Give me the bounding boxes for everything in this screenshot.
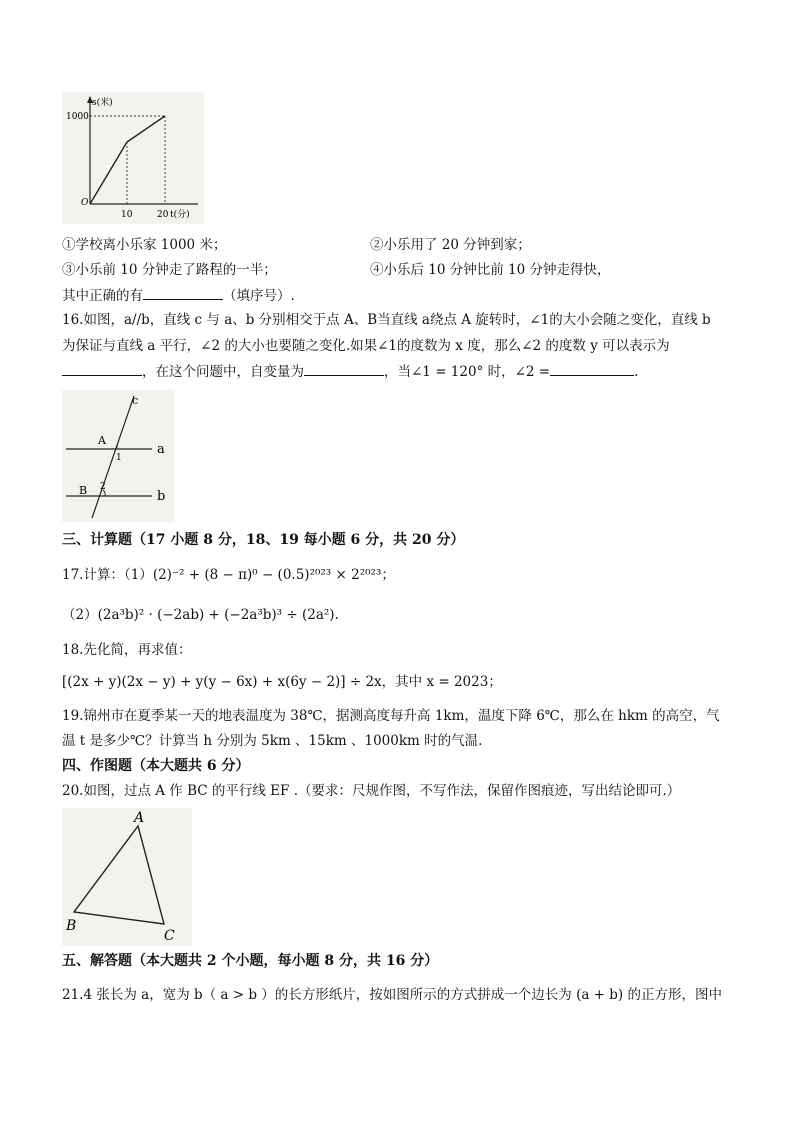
q17-expression-2: (2a³b)² · (−2ab) + (−2a³b)³ ÷ (2a²). xyxy=(97,607,339,623)
q17-label-2: （2） xyxy=(62,607,98,623)
label-point-B: B xyxy=(79,484,88,497)
q15-answer-prefix: 其中正确的有 xyxy=(62,288,143,304)
q18-expression: [(2x + y)(2x − y) + y(y − 6x) + x(6y − 2)] ÷ 2x，其中 x = 2023； xyxy=(62,674,502,690)
x-axis-label: t(分) xyxy=(170,210,190,220)
q15-answer-blank[interactable] xyxy=(143,285,223,300)
x-tick-10: 10 xyxy=(121,210,133,220)
q20-text: 20.如图，过点 A 作 BC 的平行线 EF .（要求：尺规作图，不写作法，保留作图痕迹，写出结论即可.） xyxy=(62,783,681,799)
label-angle-2: 2 xyxy=(100,482,106,492)
origin-label: O xyxy=(81,198,89,208)
figure-background xyxy=(62,808,192,946)
q16-blank-angle[interactable] xyxy=(550,361,634,376)
section-5-heading: 五、解答题（本大题共 2 个小题，每小题 8 分，共 16 分） xyxy=(62,953,439,969)
vertex-B: B xyxy=(66,918,77,934)
q17-part-2 xyxy=(62,605,339,625)
x-tick-20: 20 xyxy=(157,210,169,220)
parallel-lines-figure xyxy=(62,390,174,522)
q17-expression-1: (2)⁻² + (8 − π)⁰ − (0.5)²⁰²³ × 2²⁰²³； xyxy=(152,567,395,583)
q21-text: 21.4 张长为 a，宽为 b（ a > b ）的长方形纸片，按如图所示的方式拼成一个边长为 (a + b) 的正方形，图中 xyxy=(62,987,722,1003)
label-angle-1: 1 xyxy=(116,453,122,463)
q16-blank-expression[interactable] xyxy=(62,361,142,376)
q16-line-3 xyxy=(62,361,638,382)
q15-answer-line xyxy=(62,285,295,306)
q19-line-1: 19.锦州市在夏季某一天的地表温度为 38℃，据测高度每升高 1km，温度下降 6℃，那么在 hkm 的高空，气 xyxy=(62,708,720,724)
q15-option-4: ④小乐后 10 分钟比前 10 分钟走得快， xyxy=(370,262,611,278)
q18-intro: 18.先化简，再求值： xyxy=(62,642,192,658)
label-b: b xyxy=(157,489,166,504)
q17-label: 17.计算：（1） xyxy=(62,567,153,583)
distance-time-graph xyxy=(62,92,204,224)
q15-option-3: ③小乐前 10 分钟走了路程的一半； xyxy=(62,262,277,278)
q16-line-2: 为保证与直线 a 平行，∠2 的大小也要随之变化.如果∠1的度数为 x 度，那么∠2 的度数 y 可以表示为 xyxy=(62,338,670,354)
section-3-heading: 三、计算题（17 小题 8 分，18、19 每小题 6 分，共 20 分） xyxy=(62,532,465,548)
q16-line-1: 16.如图，a//b，直线 c 与 a、b 分别相交于点 A、B当直线 a绕点 A 旋转时，∠1的大小会随之变化，直线 b xyxy=(62,312,711,328)
q15-answer-suffix: （填序号）. xyxy=(223,288,295,304)
q15-option-2: ②小乐用了 20 分钟到家； xyxy=(370,237,531,253)
label-a: a xyxy=(157,442,165,457)
vertex-A: A xyxy=(134,810,145,826)
vertex-C: C xyxy=(164,928,175,944)
q16-line-3-end: . xyxy=(634,364,639,380)
q17-part-1 xyxy=(62,565,395,585)
q19-line-2: 温 t 是多少℃？计算当 h 分别为 5km 、15km 、1000km 时的气温. xyxy=(62,733,483,749)
q16-line-3a: ，在这个问题中，自变量为 xyxy=(142,364,304,380)
y-tick-1000: 1000 xyxy=(66,112,89,122)
label-point-A: A xyxy=(98,434,106,447)
label-c: c xyxy=(132,394,139,407)
y-axis-label: s(米) xyxy=(92,98,113,108)
triangle-figure xyxy=(62,808,192,946)
q16-line-3b: ，当∠1 = 120° 时，∠2 = xyxy=(384,364,551,380)
q16-blank-variable[interactable] xyxy=(304,361,384,376)
section-4-heading: 四、作图题（本大题共 6 分） xyxy=(62,758,250,774)
q15-option-1: ①学校离小乐家 1000 米； xyxy=(62,237,227,253)
